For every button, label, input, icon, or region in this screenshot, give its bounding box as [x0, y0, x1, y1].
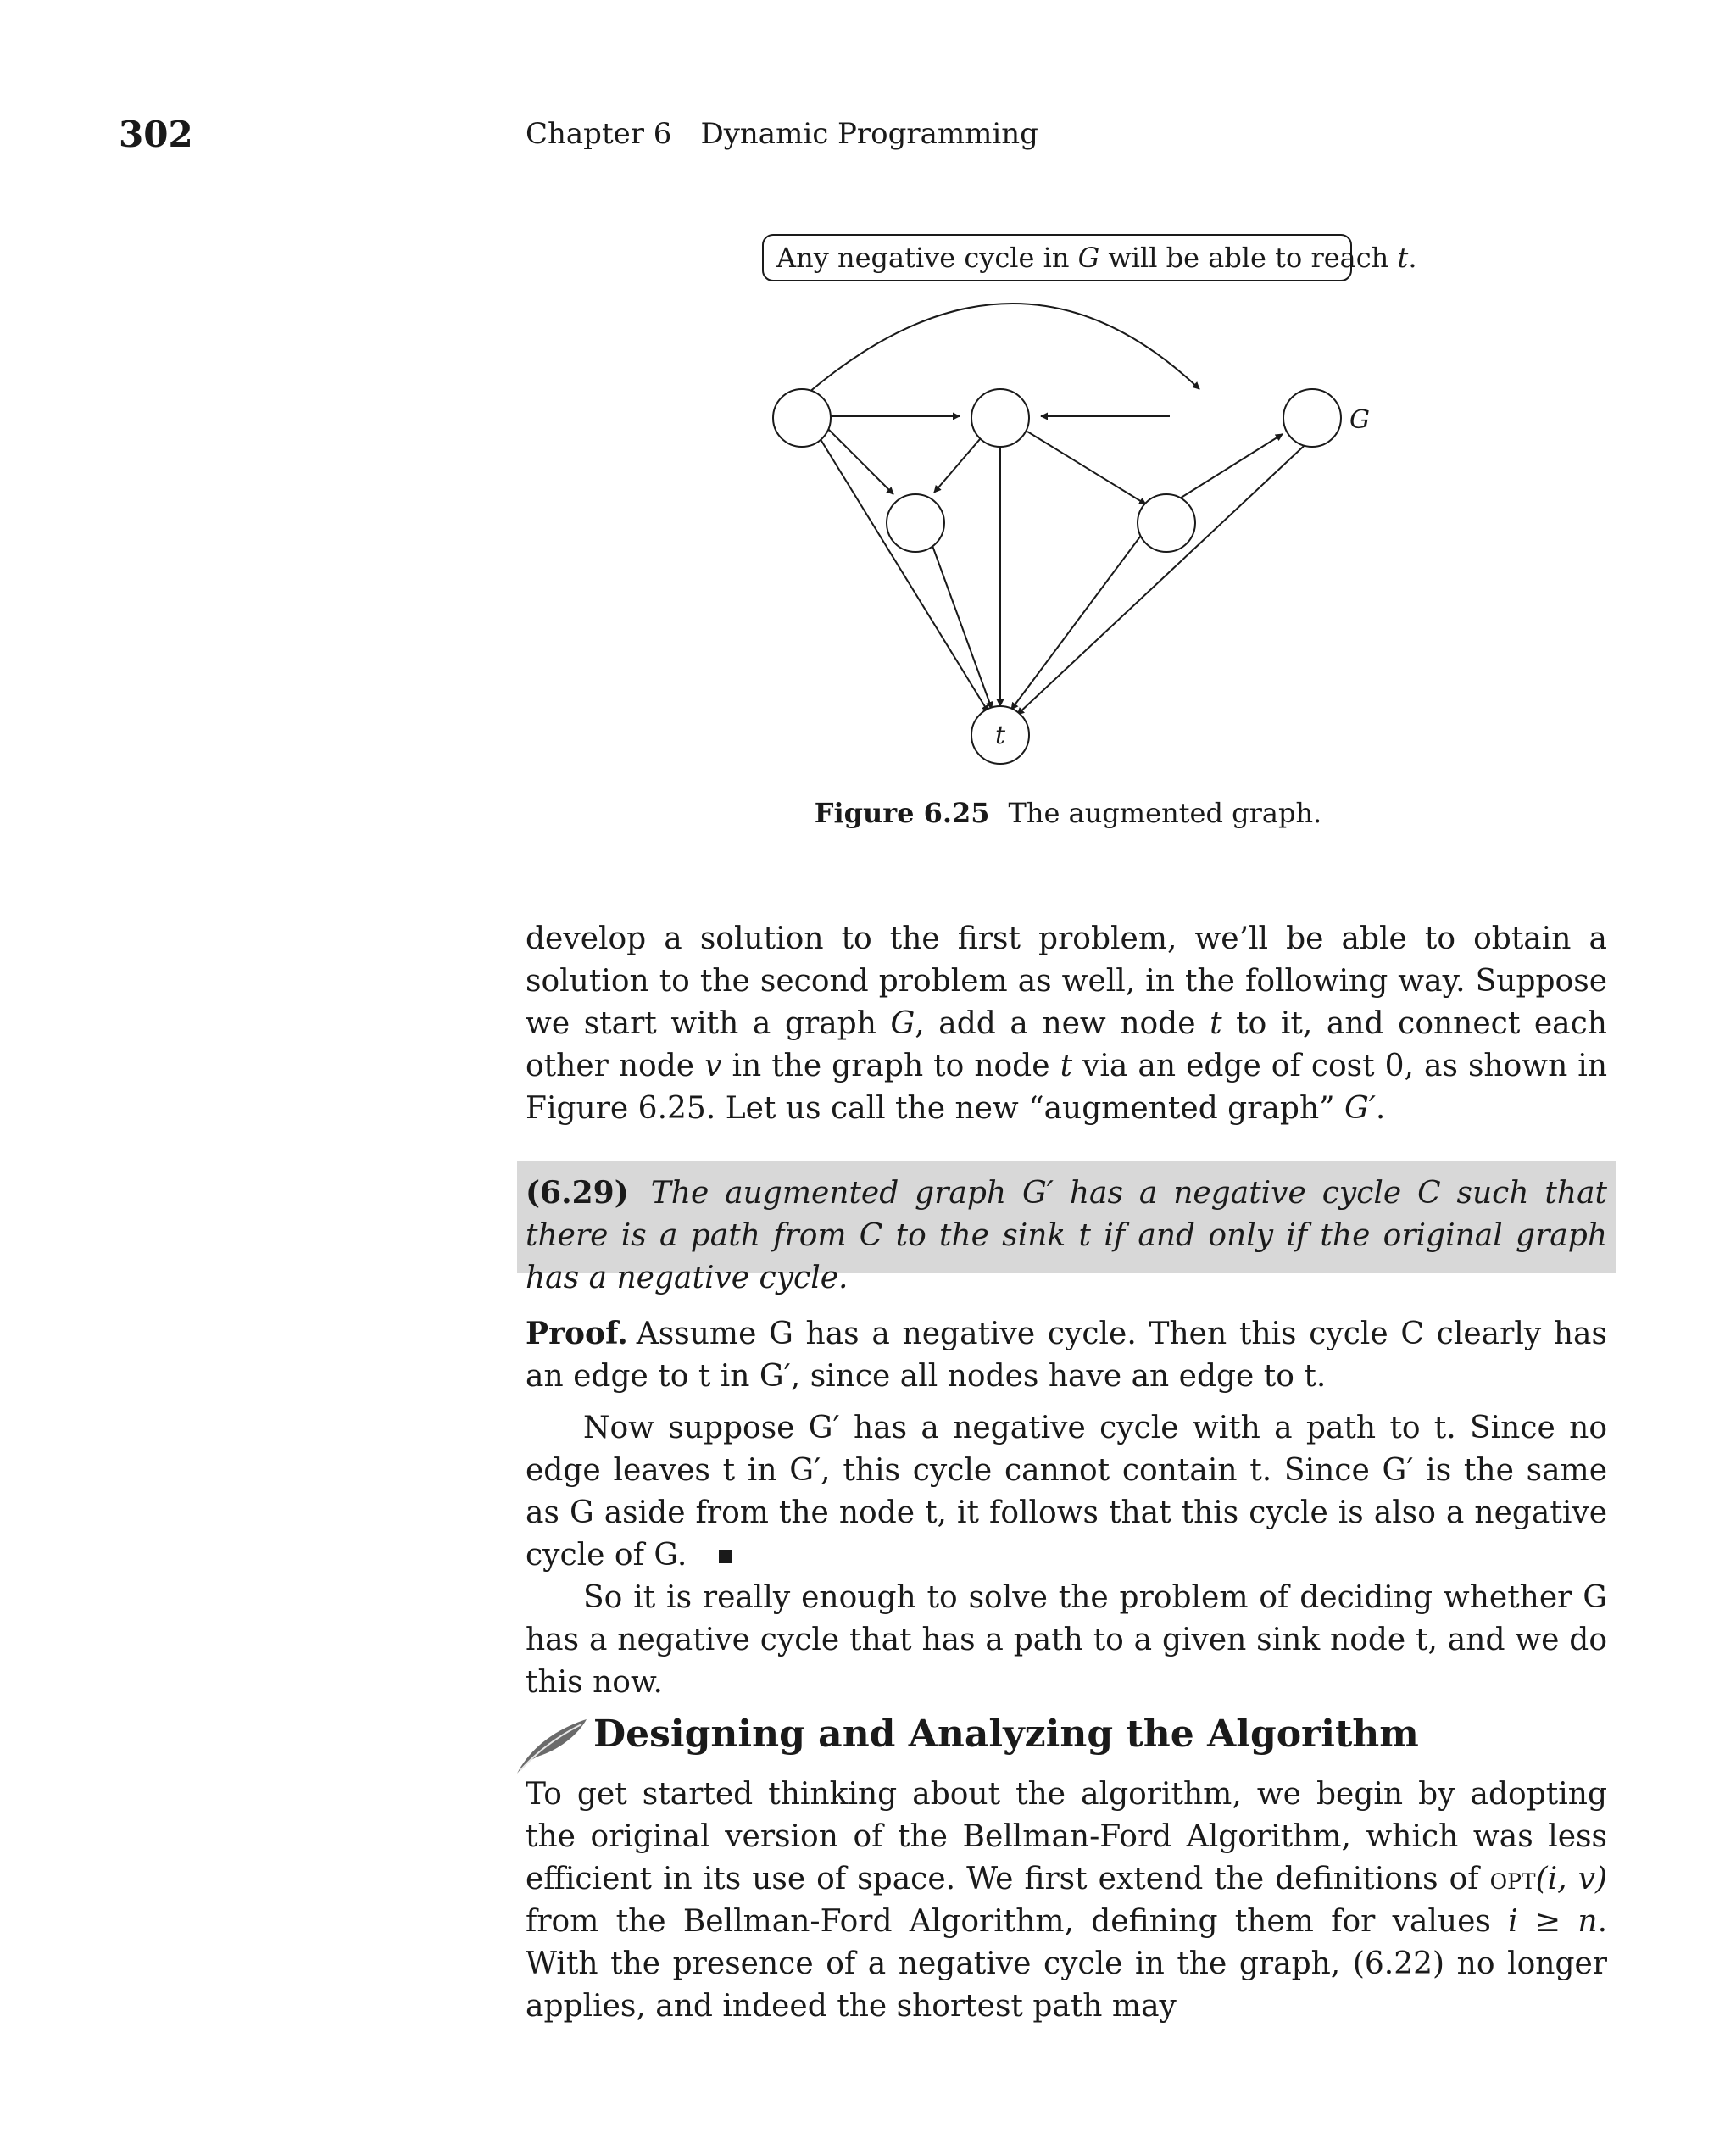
graph-node [1283, 389, 1341, 447]
paragraph-augmented-graph: develop a solution to the first problem, we’ll be able to obtain a solution to the second problem as well, in the following way. Suppose we start with a graph G, add a new node t to it, and connect each other node v in the graph to node t via an edge of cost 0, as shown in Figure 6.25. Let us call the new “augmented graph” G′. [526, 922, 1608, 1126]
chapter-label: Chapter 6 [526, 117, 672, 151]
graph-node [971, 389, 1029, 447]
proof-paragraph-2: Now suppose G′ has a negative cycle with a path to t. Since no edge leaves t in G′, this cycle cannot contain t. Since G′ is the same as G aside from the node t, it follows that this cycle is also a negative cycle of G. [526, 1411, 1607, 1573]
proof-label: Proof. [526, 1316, 628, 1351]
edge [1017, 437, 1314, 715]
figure-caption-text: The augmented graph. [1008, 797, 1322, 829]
edge [826, 426, 893, 494]
section-heading: Designing and Analyzing the Algorithm [593, 1712, 1419, 1756]
edge [1011, 526, 1148, 710]
paragraph-algorithm: To get started thinking about the algorithm, we begin by adopting the original version of the Bellman-Ford Algorithm, which was less efficient in its use of space. We first extend the definitions of opt(i, v) from the Bellman-Ford Algorithm, defining them for values i ≥ n. With the presence of a negative cycle in the graph, (6.22) no longer applies, and indeed the shortest path may [526, 1777, 1608, 2024]
running-head [526, 117, 1038, 151]
edge-arc [809, 304, 1199, 393]
claim-6-29 [526, 1172, 1607, 1300]
graph-node [773, 389, 831, 447]
qed-square-icon [719, 1550, 732, 1563]
chapter-title: Dynamic Programming [700, 117, 1038, 151]
graph-node [1138, 494, 1195, 552]
figure-caption-label: Figure 6.25 [814, 797, 990, 829]
figure-caption [526, 797, 1611, 829]
sink-label: t [994, 721, 1006, 750]
graph-node [887, 494, 944, 552]
paragraph-summary: So it is really enough to solve the problem of deciding whether G has a negative cycle that has a path to a given sink node t, and we do this now. [526, 1580, 1607, 1700]
claim-text: The augmented graph G′ has a negative cycle C such that there is a path from C to the sink t if and only if the original graph has a negative cycle. [526, 1176, 1607, 1295]
proof-paragraph-1: Proof. Assume G has a negative cycle. Then this cycle C clearly has an edge to t in G′, since all nodes have an edge to t. [526, 1316, 1607, 1394]
graph-label: G [1349, 405, 1370, 435]
quill-pen-icon [512, 1712, 590, 1779]
claim-label: (6.29) [526, 1175, 629, 1211]
edge [819, 437, 988, 712]
page-number: 302 [119, 114, 193, 155]
edge [934, 433, 985, 493]
augmented-graph-figure [746, 225, 1417, 767]
edge [1027, 432, 1146, 504]
callout-text: Any negative cycle in G will be able to reach t. [776, 242, 1417, 274]
edge [925, 525, 992, 709]
